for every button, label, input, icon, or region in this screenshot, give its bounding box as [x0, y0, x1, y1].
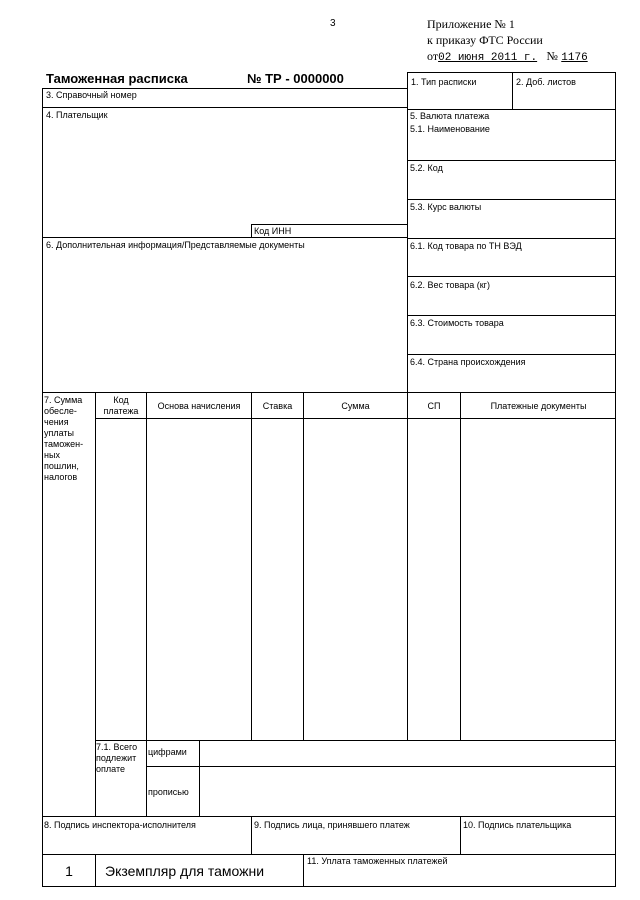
field-10-label: 10. Подпись плательщика: [463, 820, 572, 830]
form-number: № ТР - 0000000: [247, 71, 344, 86]
col-basis-header: Основа начисления: [157, 401, 241, 411]
field-2-sheets-box[interactable]: [512, 72, 616, 110]
field-1-label: 1. Тип расписки: [411, 77, 477, 87]
field-6-label: 6. Дополнительная информация/Представляемые документы: [46, 240, 305, 250]
in-digits-field[interactable]: [200, 741, 615, 766]
field-5-label: 5. Валюта платежа: [410, 111, 490, 121]
appendix-number: 1176: [561, 52, 588, 64]
field-8-label: 8. Подпись инспектора-исполнителя: [44, 820, 196, 830]
col-code-header: Код платежа: [103, 395, 139, 416]
field-6-1-label: 6.1. Код товара по ТН ВЭД: [410, 241, 522, 251]
col-rate-header: Ставка: [262, 401, 293, 411]
appendix-line-2: к приказу ФТС России: [427, 33, 543, 47]
in-words-field[interactable]: [200, 767, 615, 816]
field-1-type-box[interactable]: [407, 72, 513, 110]
field-6-3-label: 6.3. Стоимость товара: [410, 318, 504, 328]
copy-label: Экземпляр для таможни: [105, 863, 265, 879]
field-4-payer-box[interactable]: [42, 107, 408, 238]
in-words-label: прописью: [148, 787, 189, 797]
field-5-1-label: 5.1. Наименование: [410, 124, 490, 134]
field-2-label: 2. Доб. листов: [516, 77, 576, 87]
field-11-payments-box[interactable]: [303, 854, 616, 887]
copy-label-box: [95, 854, 304, 887]
field-6-4-label: 6.4. Страна происхождения: [410, 357, 526, 367]
col-docs-header: Платежные документы: [490, 401, 587, 411]
copy-number: 1: [65, 863, 73, 879]
appendix-number-sign: №: [546, 49, 558, 63]
field-6-info-box[interactable]: [42, 237, 408, 393]
field-7-1-label: 7.1. Всего подлежит оплате: [96, 742, 138, 774]
field-7-label: 7. Сумма обесле- чения уплаты таможен- ных пошлин, налогов: [44, 395, 84, 482]
field-3-label: 3. Справочный номер: [46, 90, 137, 100]
field-5-2-label: 5.2. Код: [410, 163, 443, 173]
inn-label: Код ИНН: [254, 226, 292, 236]
form-title: Таможенная расписка: [46, 71, 188, 86]
copy-number-box: [42, 854, 96, 887]
col-sum-header: Сумма: [341, 401, 370, 411]
field-10-payer-signature-box[interactable]: [460, 816, 616, 855]
field-8-inspector-signature-box[interactable]: [42, 816, 252, 855]
appendix-line-1: Приложение № 1: [427, 17, 515, 31]
field-4-label: 4. Плательщик: [46, 110, 108, 120]
field-3-reference-box[interactable]: [42, 88, 408, 108]
field-9-label: 9. Подпись лица, принявшего платеж: [254, 820, 410, 830]
page-number: 3: [330, 18, 336, 29]
appendix-from: от: [427, 49, 439, 63]
appendix-line-3: [427, 49, 609, 64]
inn-box[interactable]: [251, 224, 408, 238]
field-6-2-label: 6.2. Вес товара (кг): [410, 280, 490, 290]
field-9-receiver-signature-box[interactable]: [251, 816, 461, 855]
field-11-label: 11. Уплата таможенных платежей: [307, 856, 448, 866]
col-sp-header: СП: [427, 401, 441, 411]
appendix-date: 02 июня 2011 г.: [438, 52, 538, 64]
in-digits-label: цифрами: [148, 747, 187, 757]
field-5-3-label: 5.3. Курс валюты: [410, 202, 482, 212]
